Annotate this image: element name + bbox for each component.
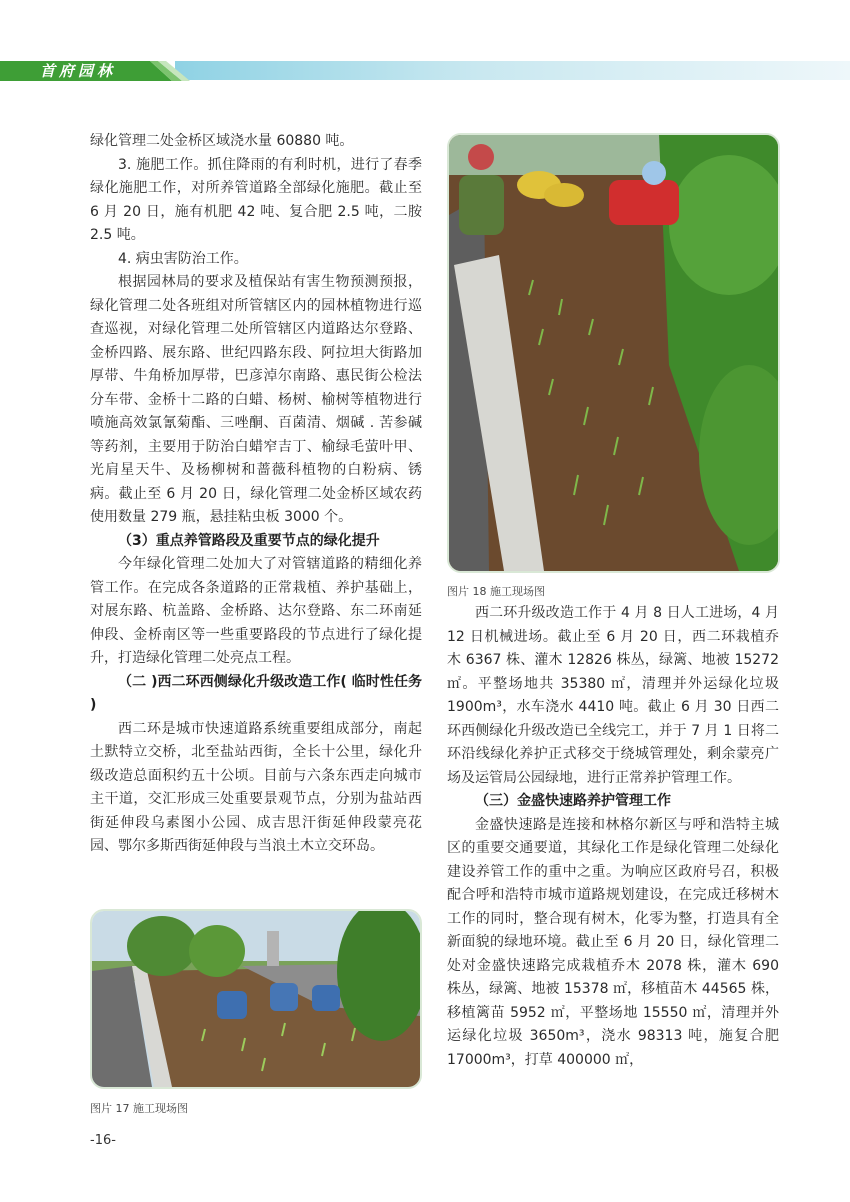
paragraph: 今年绿化管理二处加大了对管辖道路的精细化养管工作。在完成各条道路的正常栽植、养护基础上，对展东路、杭盖路、金桥路、达尔登路、东二环南延伸段、金桥南区等一些重要路段的节点进行了绿化提升，打造绿化管理二处亮点工程。 bbox=[90, 556, 422, 666]
section-heading: （3）重点养管路段及重要节点的绿化提升 bbox=[118, 532, 380, 549]
paragraph: 绿化管理二处金桥区域浇水量 60880 吨。 bbox=[90, 133, 354, 149]
figure-17-caption: 图片 17 施工现场图 bbox=[90, 1102, 188, 1115]
figure-17-photo bbox=[90, 909, 422, 1089]
paragraph: 西二环升级改造工作于 4 月 8 日人工进场，4 月 12 日机械进场。截止至 6 月 20 日，西二环栽植乔木 6367 株、灌木 12826 株丛，绿篱、地被 15272 ㎡。平整场地共 35380 ㎡，清理并外运绿化垃圾 1900m³，水车浇水 4410 吨。截止 6 月 30 日西二环西侧绿化升级改造已全线完工，并于 7 月 1 日将二环沿线绿化养护正式移交于绕城管理处，剩余蒙亮广场及运管局公园绿地，进行正常养护管理工作。 bbox=[447, 605, 779, 786]
header-band bbox=[175, 61, 850, 80]
section-heading: （二 )西二环西侧绿化升级改造工作( 临时性任务 ) bbox=[90, 673, 422, 713]
page-number: -16- bbox=[90, 1133, 116, 1148]
figure-18-caption: 图片 18 施工现场图 bbox=[447, 585, 545, 598]
paragraph: 3. 施肥工作。抓住降雨的有利时机，进行了春季绿化施肥工作，对所养管道路全部绿化施肥。截止至 6 月 20 日，施有机肥 42 吨、复合肥 2.5 吨，二胺 2.5 吨。 bbox=[90, 156, 422, 243]
figure-18-photo bbox=[447, 133, 780, 573]
page-header bbox=[0, 58, 850, 84]
left-text-column bbox=[90, 130, 422, 859]
right-text-column bbox=[447, 602, 779, 1072]
paragraph: 西二环是城市快速道路系统重要组成部分，南起土默特立交桥，北至盐站西街，全长十公里，绿化升级改造总面积约五十公顷。目前与六条东西走向城市主干道，交汇形成三处重要景观节点，分别为盐站西街延伸段乌素图小公园、成吉思汗街延伸段蒙亮花园、鄂尔多斯西街延伸段与当浪土木立交环岛。 bbox=[90, 720, 422, 854]
paragraph: 金盛快速路是连接和林格尔新区与呼和浩特主城区的重要交通要道，其绿化工作是绿化管理二处绿化建设养管工作的重中之重。为响应区政府号召，积极配合呼和浩特市城市道路规划建设，在完成迁移树木工作的同时，整合现有树木，化零为整，打造具有全新面貌的绿地环境。截止至 6 月 20 日，绿化管理二处对金盛快速路完成栽植乔木 2078 株，灌木 690 株丛，绿篱、地被 15378 ㎡，移植苗木 44565 株，移植篱苗 5952 ㎡，平整场地 15550 ㎡，清理并外运绿化垃圾 3650m³，浇水 98313 吨，施复合肥 17000m³，打草 400000 ㎡， bbox=[447, 816, 779, 1068]
paragraph: 4. 病虫害防治工作。 bbox=[118, 250, 248, 267]
header-title: 首府园林 bbox=[40, 62, 117, 80]
paragraph: 根据园林局的要求及植保站有害生物预测预报，绿化管理二处各班组对所管辖区内的园林植物进行巡查巡视，对绿化管理二处所管辖区内道路达尔登路、金桥四路、展东路、世纪四路东段、阿拉坦大街路加厚带、牛角桥加厚带，巴彦淖尔南路、惠民街公检法分车带、金桥十二路的白蜡、杨树、榆树等植物进行喷施高效氯氰菊酯、三唑酮、百菌清、烟碱 . 苦参碱等药剂，主要用于防治白蜡窄吉丁、榆绿毛萤叶甲、光肩星天牛、及杨柳树和蔷薇科植物的白粉病、锈病。截止至 6 月 20 日，绿化管理二处金桥区域农药使用数量 279 瓶，悬挂粘虫板 3000 个。 bbox=[90, 274, 422, 525]
section-heading: （三）金盛快速路养护管理工作 bbox=[475, 793, 671, 809]
